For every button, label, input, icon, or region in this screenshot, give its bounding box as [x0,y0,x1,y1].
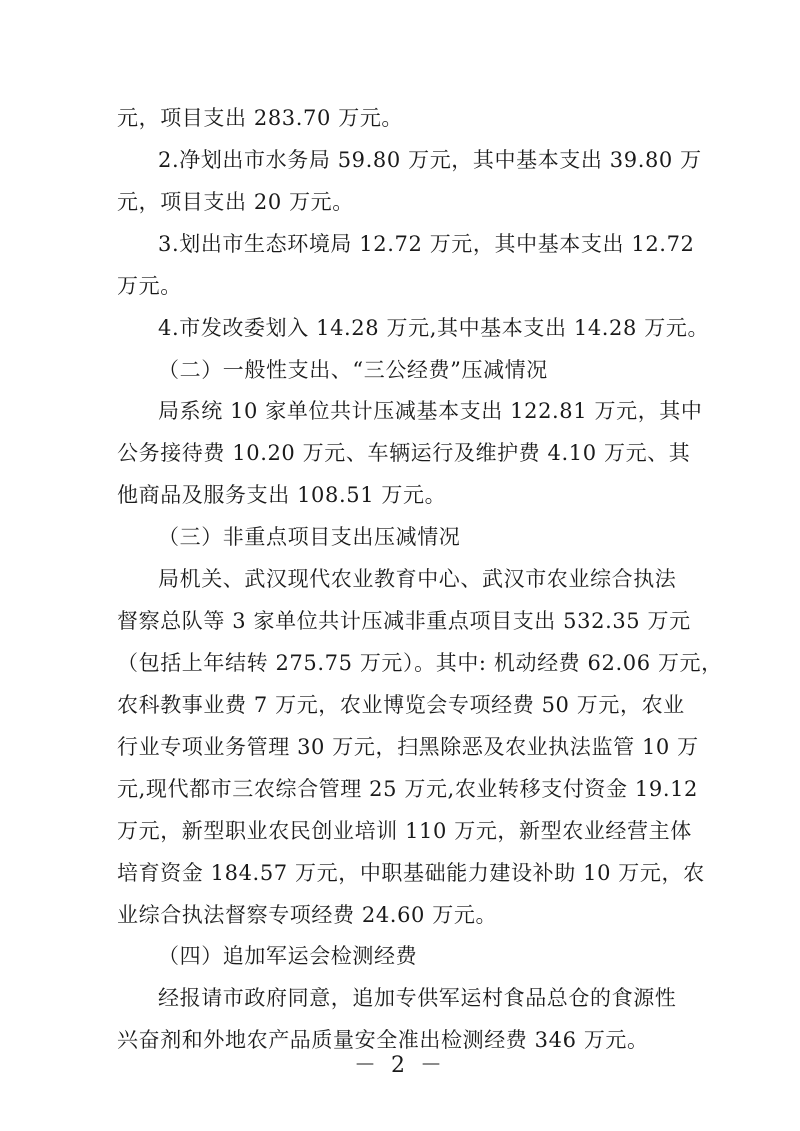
paragraph-line: 行业专项业务管理 30 万元，扫黑除恶及农业执法监管 10 万 [117,735,699,759]
paragraph-line: 公务接待费 10.20 万元、车辆运行及维护费 4.10 万元、其 [117,441,691,465]
paragraph-line: 元，项目支出 20 万元。 [117,190,354,214]
page-number: － 2 － [354,1053,446,1078]
paragraph-line: 业综合执法督察专项经费 24.60 万元。 [117,903,498,927]
paragraph-line: 经报请市政府同意，追加专供军运村食品总仓的食源性 [158,986,677,1010]
paragraph-line: 元,现代都市三农综合管理 25 万元,农业转移支付资金 19.12 [117,777,699,801]
paragraph-line: （包括上年结转 275.75 万元）。其中: 机动经费 62.06 万元， [117,651,723,675]
section-heading: （二）一般性支出、“三公经费”压减情况 [158,358,548,382]
paragraph-line: 元，项目支出 283.70 万元。 [117,106,404,130]
paragraph-line: 2.净划出市水务局 59.80 万元，其中基本支出 39.80 万 [158,148,702,172]
paragraph-line: 4.市发改委划入 14.28 万元,其中基本支出 14.28 万元。 [158,316,710,340]
paragraph-line: 农科教事业费 7 万元，农业博览会专项经费 50 万元，农业 [117,693,685,717]
paragraph-line: 培育资金 184.57 万元，中职基础能力建设补助 10 万元，农 [117,861,705,885]
paragraph-line: 3.划出市生态环境局 12.72 万元，其中基本支出 12.72 [158,232,695,256]
paragraph-line: 万元，新型职业农民创业培训 110 万元，新型农业经营主体 [117,819,692,843]
paragraph-line: 兴奋剂和外地农产品质量安全准出检测经费 346 万元。 [117,1028,649,1052]
paragraph-line: 局机关、武汉现代农业教育中心、武汉市农业综合执法 [158,567,677,591]
section-heading: （四）追加军运会检测经费 [158,944,418,968]
paragraph-line: 局系统 10 家单位共计压减基本支出 122.81 万元，其中 [158,399,703,423]
paragraph-line: 他商品及服务支出 108.51 万元。 [117,483,447,507]
paragraph-line: 万元。 [117,274,182,298]
section-heading: （三）非重点项目支出压减情况 [158,525,461,549]
paragraph-line: 督察总队等 3 家单位共计压减非重点项目支出 532.35 万元 [117,609,691,633]
